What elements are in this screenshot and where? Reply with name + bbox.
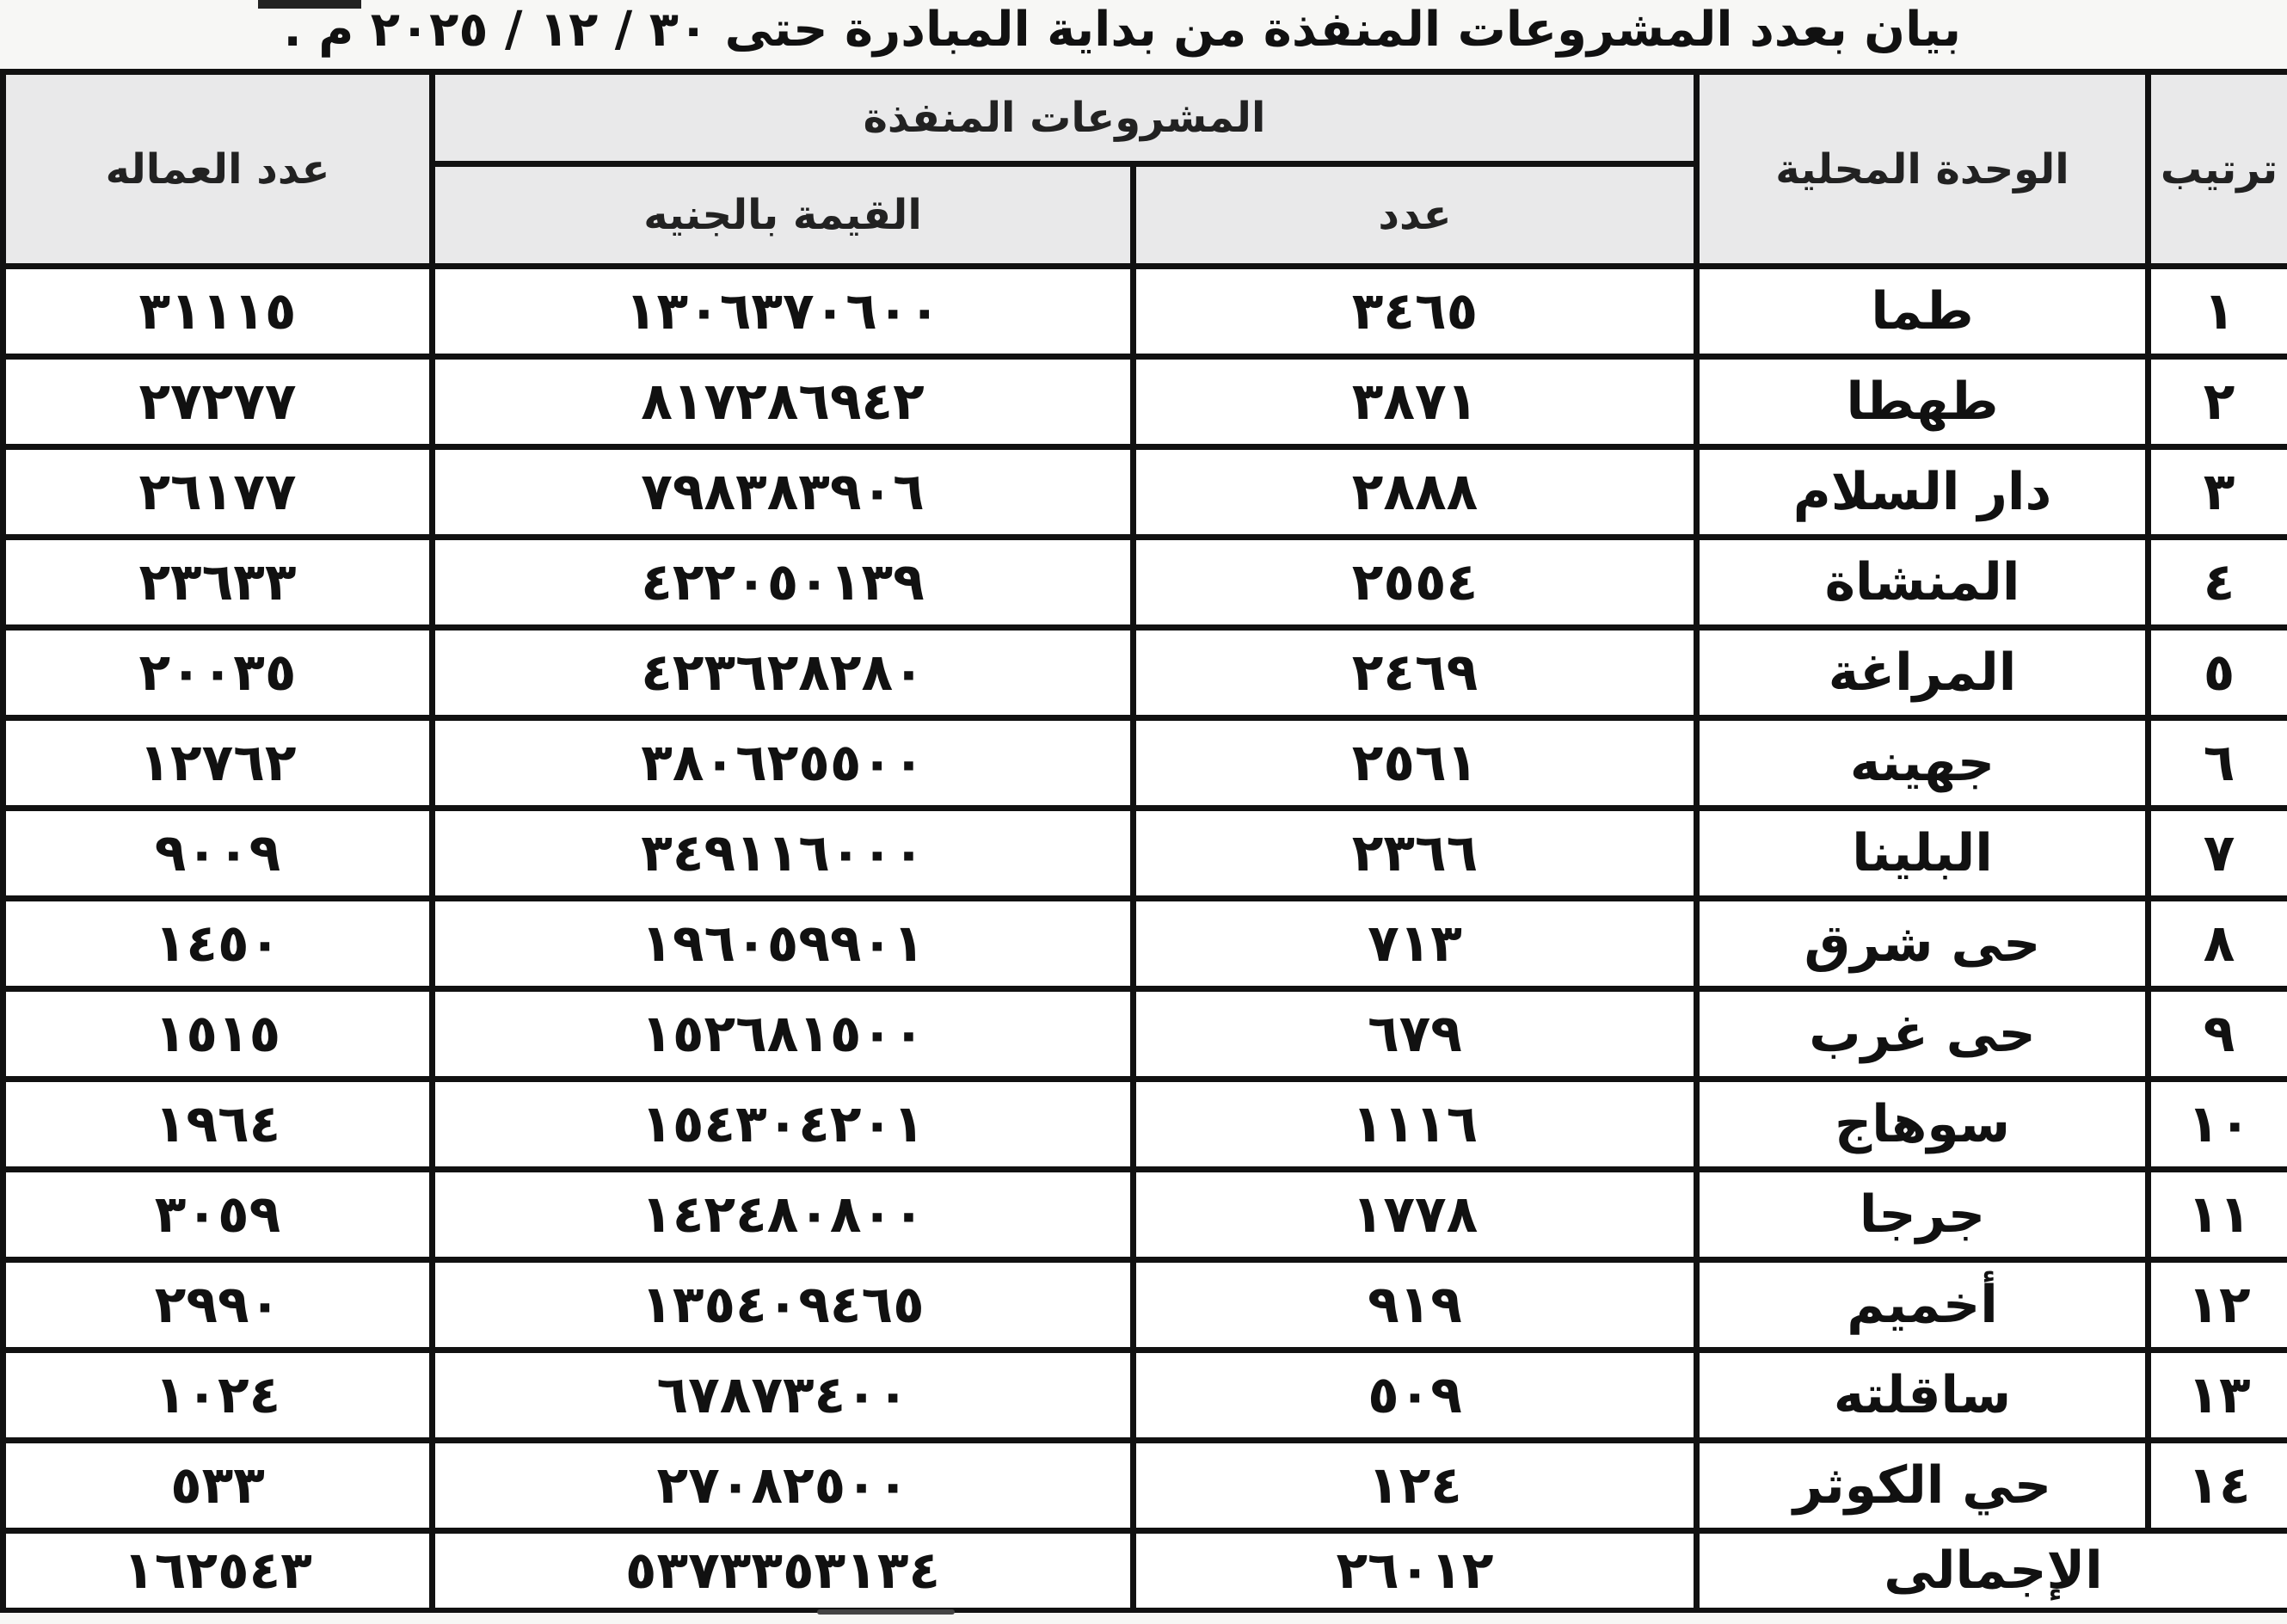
value-cell: ٤٢٢٠٥٠١٣٩ [433, 538, 1134, 628]
count-cell: ٣٨٧١ [1134, 357, 1697, 447]
rank-cell: ١٢ [2149, 1260, 2287, 1350]
table-row [3, 447, 2287, 538]
value-cell: ١٥٤٣٠٤٢٠١ [433, 1080, 1134, 1170]
unit-cell: سوهاج [1697, 1080, 2149, 1170]
value-cell: ١٥٢٦٨١٥٠٠ [433, 989, 1134, 1080]
unit-cell: دار السلام [1697, 447, 2149, 538]
total-label: الإجمالى [1697, 1531, 2287, 1611]
rank-cell: ١١ [2149, 1170, 2287, 1260]
header-projects-group: المشروعات المنفذة [433, 72, 1697, 164]
table-row [3, 1350, 2287, 1441]
rank-cell: ٤ [2149, 538, 2287, 628]
count-cell: ٧١٣ [1134, 899, 1697, 989]
value-cell: ٨١٧٢٨٦٩٤٢ [433, 357, 1134, 447]
header-unit: الوحدة المحلية [1697, 72, 2149, 267]
rank-cell: ٢ [2149, 357, 2287, 447]
rank-cell: ١٤ [2149, 1441, 2287, 1531]
workers-cell: ٣٠٥٩ [3, 1170, 433, 1260]
value-cell: ٢٧٠٨٢٥٠٠ [433, 1441, 1134, 1531]
workers-cell: ١٤٥٠ [3, 899, 433, 989]
count-cell: ٢٣٦٦ [1134, 809, 1697, 899]
value-cell: ١٩٦٠٥٩٩٠١ [433, 899, 1134, 989]
scan-bottom-edge [0, 1613, 2287, 1624]
total-row [3, 1531, 2287, 1611]
value-cell: ١٣٥٤٠٩٤٦٥ [433, 1260, 1134, 1350]
value-cell: ١٤٢٤٨٠٨٠٠ [433, 1170, 1134, 1260]
count-cell: ٣٤٦٥ [1134, 267, 1697, 357]
count-cell: ٢٨٨٨ [1134, 447, 1697, 538]
total-count: ٢٦٠١٢ [1134, 1531, 1697, 1611]
value-cell: ٧٩٨٣٨٣٩٠٦ [433, 447, 1134, 538]
value-cell: ٣٨٠٦٢٥٥٠٠ [433, 718, 1134, 809]
workers-cell: ١٢٧٦٢ [3, 718, 433, 809]
unit-cell: حى غرب [1697, 989, 2149, 1080]
count-cell: ١٢٤ [1134, 1441, 1697, 1531]
table-header-row [3, 72, 2287, 164]
header-count: عدد [1134, 164, 1697, 267]
table-row [3, 267, 2287, 357]
count-cell: ٢٤٦٩ [1134, 628, 1697, 718]
total-workers: ١٦٢٥٤٣ [3, 1531, 433, 1611]
table-body [3, 267, 2287, 1531]
table-row [3, 809, 2287, 899]
table-row [3, 989, 2287, 1080]
rank-cell: ١٣ [2149, 1350, 2287, 1441]
rank-cell: ١٠ [2149, 1080, 2287, 1170]
rank-cell: ٣ [2149, 447, 2287, 538]
count-cell: ١٧٧٨ [1134, 1170, 1697, 1260]
value-cell: ٤٢٣٦٢٨٢٨٠ [433, 628, 1134, 718]
unit-cell: ساقلته [1697, 1350, 2149, 1441]
table-row [3, 1441, 2287, 1531]
workers-cell: ٢٩٩٠ [3, 1260, 433, 1350]
total-value: ٥٣٧٣٣٥٣١٣٤ [433, 1531, 1134, 1611]
table-row [3, 718, 2287, 809]
unit-cell: حي الكوثر [1697, 1441, 2149, 1531]
workers-cell: ٢٧٢٧٧ [3, 357, 433, 447]
workers-cell: ١٩٦٤ [3, 1080, 433, 1170]
unit-cell: أخميم [1697, 1260, 2149, 1350]
header-workers: عدد العماله [3, 72, 433, 267]
rank-cell: ٨ [2149, 899, 2287, 989]
unit-cell: جرجا [1697, 1170, 2149, 1260]
unit-cell: المراغة [1697, 628, 2149, 718]
workers-cell: ٣١١١٥ [3, 267, 433, 357]
count-cell: ٦٧٩ [1134, 989, 1697, 1080]
unit-cell: طهطا [1697, 357, 2149, 447]
table-row [3, 1260, 2287, 1350]
workers-cell: ٢٠٠٣٥ [3, 628, 433, 718]
table-row [3, 899, 2287, 989]
workers-cell: ٢٦١٧٧ [3, 447, 433, 538]
table-row [3, 538, 2287, 628]
count-cell: ٢٥٦١ [1134, 718, 1697, 809]
unit-cell: المنشاة [1697, 538, 2149, 628]
count-cell: ١١١٦ [1134, 1080, 1697, 1170]
workers-cell: ٩٠٠٩ [3, 809, 433, 899]
workers-cell: ١٠٢٤ [3, 1350, 433, 1441]
rank-cell: ٧ [2149, 809, 2287, 899]
table-row [3, 1170, 2287, 1260]
count-cell: ٩١٩ [1134, 1260, 1697, 1350]
projects-table [0, 69, 2287, 1614]
unit-cell: جهينه [1697, 718, 2149, 809]
unit-cell: البلينا [1697, 809, 2149, 899]
unit-cell: طما [1697, 267, 2149, 357]
scan-mark [817, 1609, 955, 1615]
workers-cell: ٥٣٣ [3, 1441, 433, 1531]
value-cell: ١٣٠٦٣٧٠٦٠٠ [433, 267, 1134, 357]
workers-cell: ٢٣٦٣٣ [3, 538, 433, 628]
table-row [3, 1080, 2287, 1170]
rank-cell: ١ [2149, 267, 2287, 357]
workers-cell: ١٥١٥ [3, 989, 433, 1080]
value-cell: ٦٧٨٧٣٤٠٠ [433, 1350, 1134, 1441]
table-row [3, 628, 2287, 718]
rank-cell: ٥ [2149, 628, 2287, 718]
page-title: بيان بعدد المشروعات المنفذة من بداية المبادرة حتى ٣٠ / ١٢ / ٢٠٢٥ م . [283, 2, 1961, 58]
value-cell: ٣٤٩١١٦٠٠٠ [433, 809, 1134, 899]
rank-cell: ٩ [2149, 989, 2287, 1080]
unit-cell: حى شرق [1697, 899, 2149, 989]
header-rank: ترتيب [2149, 72, 2287, 267]
count-cell: ٥٠٩ [1134, 1350, 1697, 1441]
rank-cell: ٦ [2149, 718, 2287, 809]
count-cell: ٢٥٥٤ [1134, 538, 1697, 628]
header-value: القيمة بالجنيه [433, 164, 1134, 267]
table-row [3, 357, 2287, 447]
